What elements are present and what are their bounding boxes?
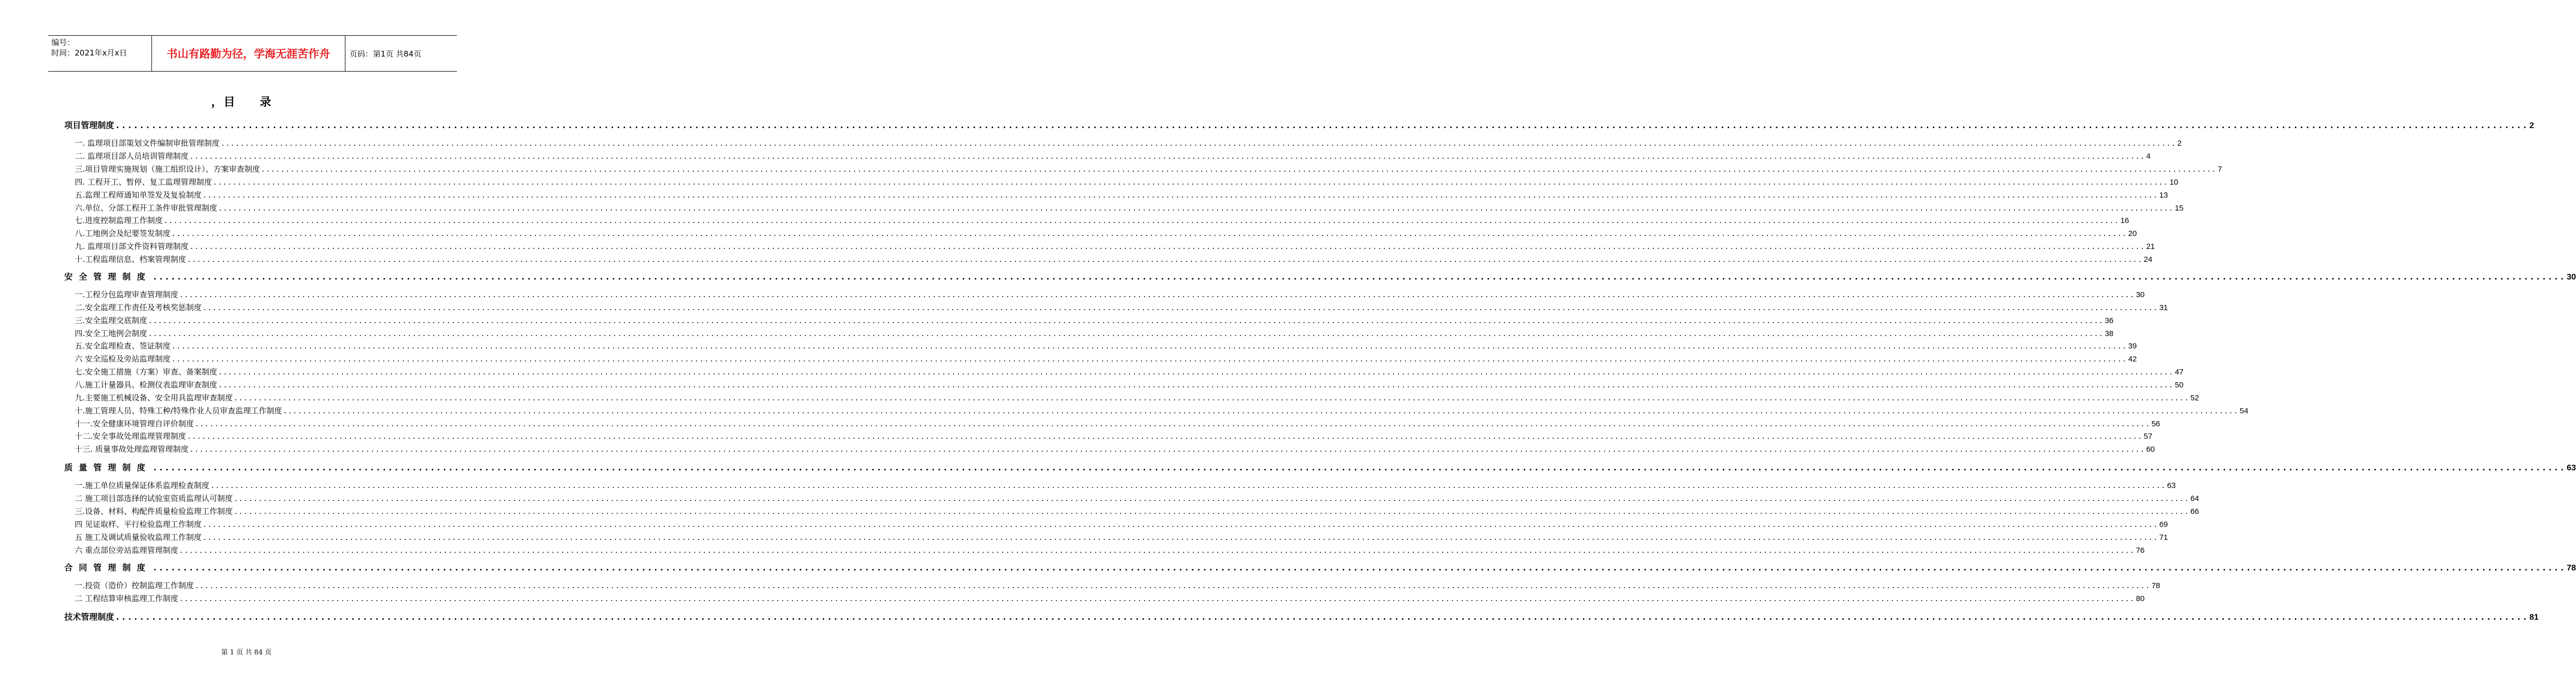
toc-section-row[interactable] [64, 271, 2576, 283]
toc-leader-dots: ................................................................................................................................................................................................................................................................................................................................................................................................................ [218, 381, 2174, 389]
toc-leader-dots: ................................................................................................................................................................................................................................................................................................................................................................................................................ [179, 547, 2135, 555]
toc-section-page: 63 [2567, 464, 2576, 472]
toc-item-page: 54 [2239, 406, 2249, 415]
toc-leader-dots: ................................................................................................................................................................................................................................................................................................................................................................................................................ [189, 152, 2146, 161]
toc-item-label: 五.安全监理检查、签证制度 [75, 341, 171, 351]
toc-leader-dots: ................................................................................................................................................................................................................................................................................................................................................................................................................ [187, 433, 2143, 441]
toc-leader-dots: ................................................................................................................................................................................................................................................................................................................................................................................................................ [152, 463, 2566, 472]
toc-item-label: 三.设备、材料、构配件质量检验监理工作制度 [75, 506, 233, 516]
toc-item-row[interactable] [75, 505, 2199, 518]
toc-item-page: 39 [2128, 342, 2137, 351]
toc-section-row[interactable] [64, 462, 2576, 474]
toc-section-label: 合同管理制度 [64, 563, 152, 573]
toc-item-label: 三.安全监理交底制度 [75, 315, 147, 325]
toc-leader-dots: ................................................................................................................................................................................................................................................................................................................................................................................................................ [213, 178, 2169, 187]
toc-item-page: 63 [2167, 481, 2176, 490]
toc-leader-dots: ................................................................................................................................................................................................................................................................................................................................................................................................................ [115, 612, 2529, 622]
toc-item-label: 一.投资（造价）控制监理工作制度 [75, 581, 194, 590]
toc-section-row[interactable] [64, 119, 2535, 132]
toc-leader-dots: ................................................................................................................................................................................................................................................................................................................................................................................................................ [189, 446, 2146, 454]
toc-item-label: 一.施工单位质量保证体系监理检查制度 [75, 481, 210, 490]
toc-leader-dots: ................................................................................................................................................................................................................................................................................................................................................................................................................ [194, 420, 2151, 428]
toc-item-row[interactable] [75, 327, 2114, 340]
toc-item-page: 31 [2159, 303, 2168, 312]
toc-item-label: 十.施工管理人员、特殊工种/特殊作业人员审查监理工作制度 [75, 406, 282, 415]
toc-title [0, 93, 493, 109]
toc-item-page: 42 [2128, 355, 2137, 364]
toc-item-page: 60 [2146, 445, 2155, 454]
header-page-info: 页码：第1页 共84页 [350, 49, 422, 59]
toc-item-page: 20 [2128, 229, 2137, 239]
toc-item-row[interactable] [75, 163, 2222, 175]
toc-leader-dots: ................................................................................................................................................................................................................................................................................................................................................................................................................ [171, 356, 2127, 364]
toc-item-page: 69 [2159, 520, 2168, 529]
toc-leader-dots: ................................................................................................................................................................................................................................................................................................................................................................................................................ [152, 272, 2566, 282]
toc-leader-dots: ................................................................................................................................................................................................................................................................................................................................................................................................................ [210, 482, 2166, 490]
toc-item-row[interactable] [75, 518, 2168, 531]
toc-section-row[interactable] [64, 611, 2539, 623]
toc-item-label: 一. 监理项目部策划文件编制审批管理制度 [75, 138, 220, 148]
toc-item-label: 四. 工程开工、暂停、复工监理管理制度 [75, 177, 212, 187]
toc-item-label: 九.主要施工机械设备、安全用具监理审查制度 [75, 393, 233, 402]
toc-item-row[interactable] [75, 314, 2114, 327]
toc-leader-dots: ................................................................................................................................................................................................................................................................................................................................................................................................................ [233, 508, 2190, 516]
toc-item-row[interactable] [75, 150, 2151, 162]
toc-leader-dots: ................................................................................................................................................................................................................................................................................................................................................................................................................ [148, 330, 2104, 338]
toc-item-row[interactable] [75, 405, 2249, 417]
toc-leader-dots: ................................................................................................................................................................................................................................................................................................................................................................................................................ [233, 394, 2190, 402]
toc-leader-dots: ................................................................................................................................................................................................................................................................................................................................................................................................................ [179, 595, 2135, 603]
toc-item-label: 五.监理工程师通知单签发及复验制度 [75, 190, 202, 200]
toc-leader-dots: ................................................................................................................................................................................................................................................................................................................................................................................................................ [152, 563, 2566, 573]
toc-item-row[interactable] [75, 579, 2161, 592]
toc-leader-dots: ................................................................................................................................................................................................................................................................................................................................................................................................................ [194, 582, 2151, 590]
toc-item-page: 71 [2159, 533, 2168, 542]
toc-section-label: 安全管理制度 [64, 272, 152, 282]
toc-leader-dots: ................................................................................................................................................................................................................................................................................................................................................................................................................ [171, 230, 2127, 239]
toc-item-label: 七.安全施工措施（方案）审查、备案制度 [75, 367, 217, 377]
toc-item-label: 四.安全工地例会制度 [75, 328, 147, 338]
toc-item-page: 21 [2146, 242, 2155, 252]
toc-item-label: 二.安全监理工作责任及考核奖惩制度 [75, 302, 202, 312]
toc-item-row[interactable] [75, 430, 2153, 442]
toc-section-label: 项目管理制度 [64, 120, 115, 130]
toc-item-row[interactable] [75, 214, 2129, 227]
toc-item-row[interactable] [75, 417, 2161, 430]
toc-item-page: 4 [2146, 151, 2151, 161]
toc-item-page: 30 [2136, 290, 2145, 299]
toc-leader-dots: ................................................................................................................................................................................................................................................................................................................................................................................................................ [202, 191, 2159, 200]
toc-item-label: 一.工程分包监理审查管理制度 [75, 290, 178, 299]
toc-item-page: 13 [2159, 190, 2168, 200]
toc-item-label: 九. 监理项目部文件资料管理制度 [75, 242, 189, 252]
toc-leader-dots: ................................................................................................................................................................................................................................................................................................................................................................................................................ [283, 407, 2239, 415]
header-meta-cell [48, 36, 152, 71]
toc-item-row[interactable] [75, 392, 2199, 404]
toc-item-label: 六 重点部位旁站监理管理制度 [75, 545, 178, 555]
toc-item-label: 二 工程结算审核监理工作制度 [75, 593, 178, 603]
toc-item-label: 六 安全巡检及旁站监理制度 [75, 354, 171, 364]
toc-leader-dots: ................................................................................................................................................................................................................................................................................................................................................................................................................ [187, 256, 2143, 264]
toc-leader-dots: ................................................................................................................................................................................................................................................................................................................................................................................................................ [220, 140, 2177, 148]
toc-item-row[interactable] [75, 366, 2184, 378]
document-number-label: 编号： [51, 38, 75, 47]
toc-leader-dots: ................................................................................................................................................................................................................................................................................................................................................................................................................ [115, 120, 2529, 130]
toc-item-row[interactable] [75, 253, 2153, 266]
toc-title-prefix: ， [211, 95, 224, 109]
toc-section-page: 30 [2567, 273, 2576, 282]
toc-item-label: 二 施工项目部选择的试验室资质监理认可制度 [75, 493, 233, 503]
toc-item-label: 八.工地例会及纪要签发制度 [75, 229, 171, 239]
toc-item-page: 66 [2190, 507, 2199, 516]
toc-item-row[interactable] [75, 202, 2184, 214]
toc-item-page: 36 [2105, 316, 2114, 325]
toc-item-page: 47 [2175, 368, 2184, 377]
toc-leader-dots: ................................................................................................................................................................................................................................................................................................................................................................................................................ [189, 243, 2146, 252]
page-footer: 第 1 页 共 84 页 [221, 649, 272, 657]
toc-item-row[interactable] [75, 176, 2178, 188]
toc-item-row[interactable] [75, 227, 2137, 240]
toc-item-page: 7 [2217, 164, 2222, 174]
toc-item-page: 38 [2105, 329, 2114, 338]
toc-item-row[interactable] [75, 492, 2199, 505]
toc-section-row[interactable] [64, 562, 2576, 574]
toc-item-label: 二. 监理项目部人员培训管理制度 [75, 151, 189, 161]
toc-item-label: 六.单位、分部工程开工条件审批管理制度 [75, 203, 217, 213]
toc-item-label: 十.工程监理信息、档案管理制度 [75, 255, 186, 264]
toc-item-label: 五 施工及调试质量验收监理工作制度 [75, 532, 202, 542]
toc-item-row[interactable] [75, 240, 2155, 253]
toc-title-text: 目 录 [224, 95, 282, 109]
page-header-table [48, 35, 457, 72]
toc-section-page: 78 [2567, 564, 2576, 573]
header-page-cell [345, 36, 457, 71]
toc-leader-dots: ................................................................................................................................................................................................................................................................................................................................................................................................................ [218, 204, 2174, 213]
toc-item-page: 56 [2151, 419, 2161, 428]
document-time-label: 时间：2021年x月x日 [51, 48, 127, 58]
toc-item-page: 50 [2175, 380, 2184, 389]
toc-section-label: 技术管理制度 [64, 612, 115, 622]
toc-item-row[interactable] [75, 531, 2168, 543]
toc-section-page: 81 [2529, 613, 2539, 622]
toc-section-label: 质量管理制度 [64, 463, 152, 472]
toc-leader-dots: ................................................................................................................................................................................................................................................................................................................................................................................................................ [148, 317, 2104, 325]
toc-item-label: 八.施工计量器具、检测仪表监理审查制度 [75, 380, 217, 389]
toc-leader-dots: ................................................................................................................................................................................................................................................................................................................................................................................................................ [179, 291, 2135, 299]
toc-item-page: 78 [2151, 581, 2161, 590]
toc-item-row[interactable] [75, 137, 2182, 149]
toc-item-row[interactable] [75, 592, 2145, 605]
toc-leader-dots: ................................................................................................................................................................................................................................................................................................................................................................................................................ [163, 217, 2120, 226]
toc-leader-dots: ................................................................................................................................................................................................................................................................................................................................................................................................................ [202, 534, 2159, 542]
toc-section-page: 2 [2529, 121, 2535, 130]
toc-leader-dots: ................................................................................................................................................................................................................................................................................................................................................................................................................ [202, 521, 2159, 529]
toc-item-row[interactable] [75, 189, 2168, 201]
toc-item-row[interactable] [75, 443, 2155, 455]
toc-leader-dots: ................................................................................................................................................................................................................................................................................................................................................................................................................ [171, 343, 2127, 351]
toc-leader-dots: ................................................................................................................................................................................................................................................................................................................................................................................................................ [218, 369, 2174, 377]
toc-item-label: 三.项目管理实施规划（施工组织设计）、方案审查制度 [75, 164, 260, 174]
toc-item-page: 57 [2143, 432, 2153, 441]
toc-item-page: 10 [2169, 177, 2178, 187]
toc-item-page: 15 [2175, 203, 2184, 213]
toc-item-row[interactable] [75, 288, 2145, 301]
toc-item-label: 十一.安全健康环境管理自评价制度 [75, 419, 194, 428]
toc-item-page: 80 [2136, 594, 2145, 603]
toc-item-row[interactable] [75, 353, 2137, 365]
toc-item-page: 76 [2136, 546, 2145, 555]
toc-item-label: 十二.安全事故处理监理管理制度 [75, 431, 186, 441]
toc-item-page: 16 [2120, 216, 2129, 226]
toc-item-row[interactable] [75, 340, 2137, 352]
toc-item-label: 四 见证取样、平行检验监理工作制度 [75, 519, 202, 529]
toc-item-label: 十三. 质量事故处理监理管理制度 [75, 444, 189, 454]
toc-item-row[interactable] [75, 479, 2176, 492]
toc-leader-dots: ................................................................................................................................................................................................................................................................................................................................................................................................................ [261, 165, 2217, 174]
toc-item-row[interactable] [75, 544, 2145, 556]
toc-item-label: 七.进度控制监理工作制度 [75, 216, 163, 226]
toc-item-page: 52 [2190, 393, 2199, 402]
header-motto: 书山有路勤为径，学海无涯苦作舟 [152, 36, 345, 71]
toc-item-page: 2 [2177, 139, 2182, 148]
toc-item-page: 24 [2143, 255, 2153, 264]
toc-item-row[interactable] [75, 379, 2184, 391]
toc-item-page: 64 [2190, 494, 2199, 503]
toc-leader-dots: ................................................................................................................................................................................................................................................................................................................................................................................................................ [202, 304, 2159, 312]
toc-item-row[interactable] [75, 301, 2168, 314]
toc-leader-dots: ................................................................................................................................................................................................................................................................................................................................................................................................................ [233, 495, 2190, 503]
